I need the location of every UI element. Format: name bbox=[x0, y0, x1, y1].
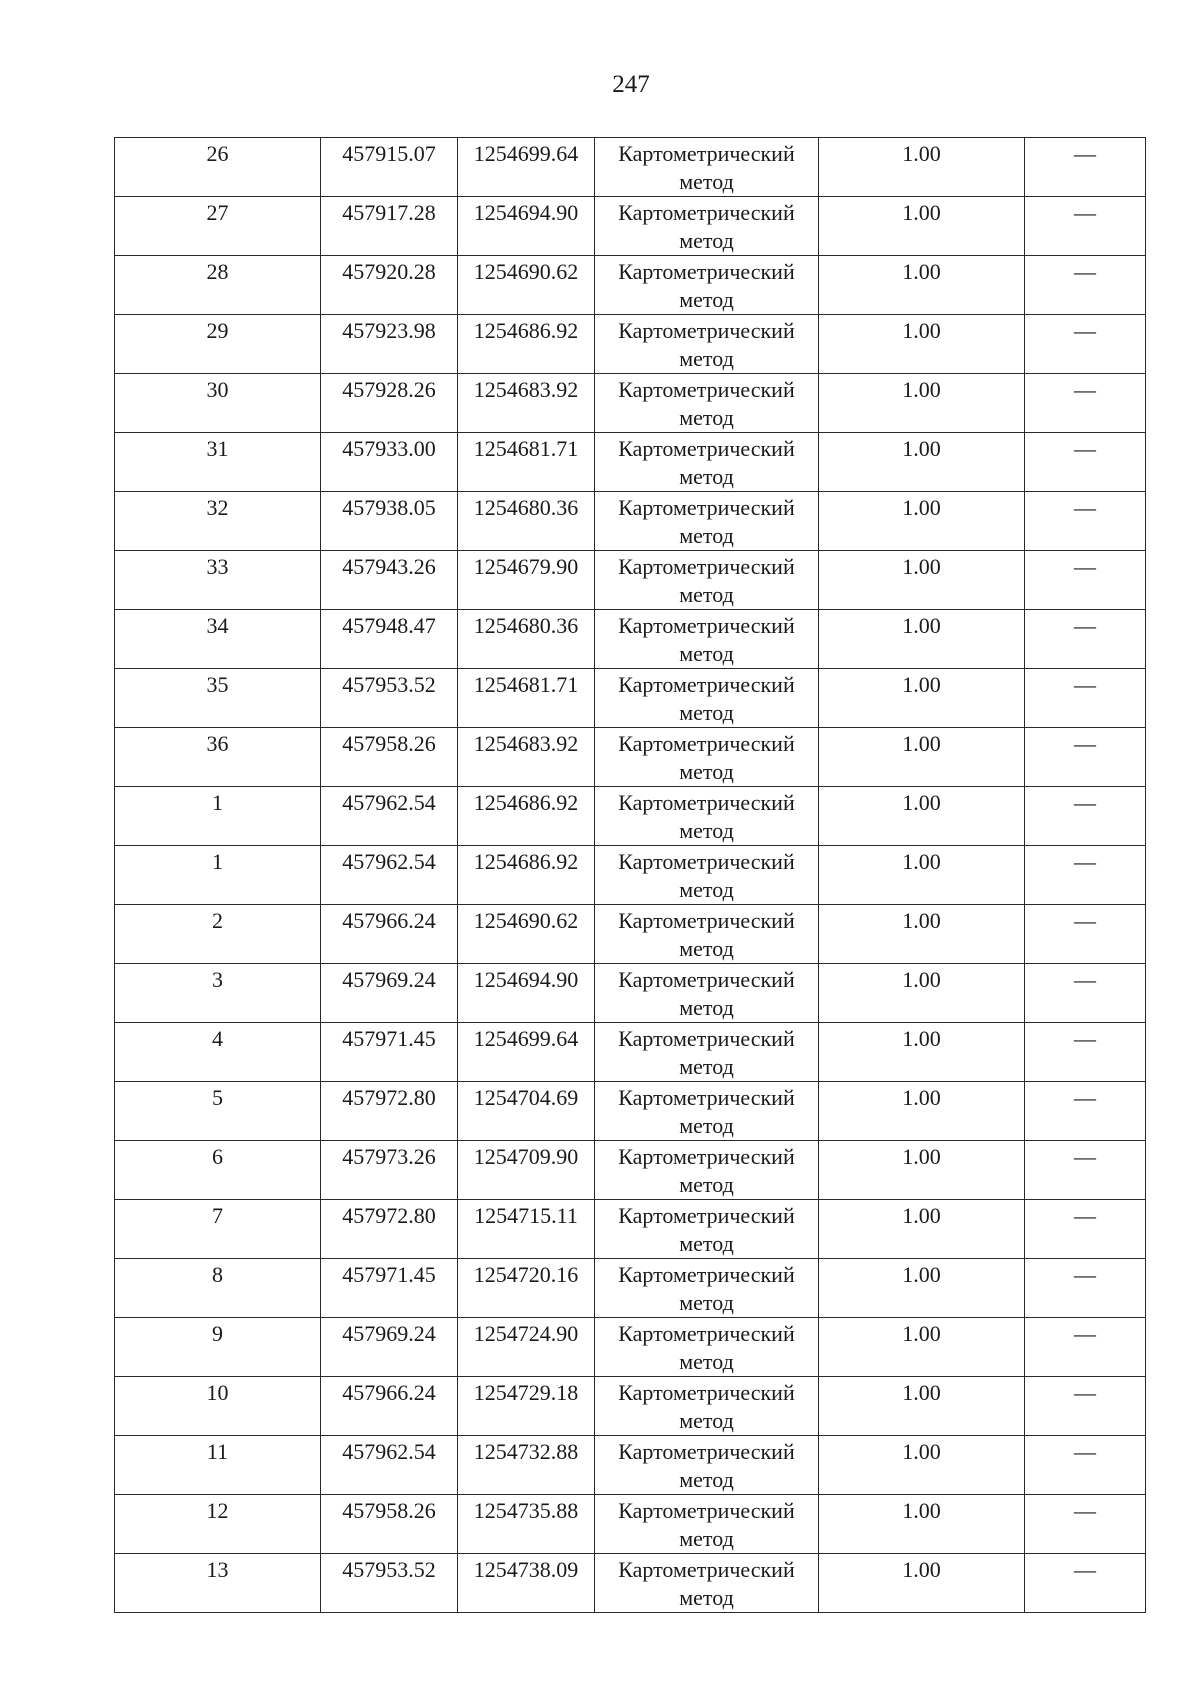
accuracy-cell: 1.00 bbox=[819, 1023, 1025, 1082]
accuracy-cell: 1.00 bbox=[819, 1200, 1025, 1259]
accuracy-cell: 1.00 bbox=[819, 610, 1025, 669]
method-cell: Картометрический метод bbox=[595, 315, 819, 374]
point-number-cell: 34 bbox=[115, 610, 321, 669]
y-coordinate-cell: 1254686.92 bbox=[458, 315, 595, 374]
y-coordinate-cell: 1254729.18 bbox=[458, 1377, 595, 1436]
point-number-cell: 13 bbox=[115, 1554, 321, 1613]
method-cell: Картометрический метод bbox=[595, 1082, 819, 1141]
method-cell: Картометрический метод bbox=[595, 787, 819, 846]
description-cell: — bbox=[1025, 1023, 1146, 1082]
point-number-cell: 10 bbox=[115, 1377, 321, 1436]
accuracy-cell: 1.00 bbox=[819, 433, 1025, 492]
table-row bbox=[115, 728, 1146, 787]
y-coordinate-cell: 1254704.69 bbox=[458, 1082, 595, 1141]
y-coordinate-cell: 1254680.36 bbox=[458, 492, 595, 551]
accuracy-cell: 1.00 bbox=[819, 374, 1025, 433]
y-coordinate-cell: 1254686.92 bbox=[458, 846, 595, 905]
x-coordinate-cell: 457971.45 bbox=[321, 1259, 458, 1318]
accuracy-cell: 1.00 bbox=[819, 905, 1025, 964]
point-number-cell: 26 bbox=[115, 138, 321, 197]
x-coordinate-cell: 457953.52 bbox=[321, 669, 458, 728]
y-coordinate-cell: 1254683.92 bbox=[458, 374, 595, 433]
table-row bbox=[115, 138, 1146, 197]
method-cell: Картометрический метод bbox=[595, 1377, 819, 1436]
accuracy-cell: 1.00 bbox=[819, 1436, 1025, 1495]
method-cell: Картометрический метод bbox=[595, 1318, 819, 1377]
description-cell: — bbox=[1025, 1377, 1146, 1436]
table-row bbox=[115, 1554, 1146, 1613]
method-cell: Картометрический метод bbox=[595, 492, 819, 551]
description-cell: — bbox=[1025, 492, 1146, 551]
table-row bbox=[115, 964, 1146, 1023]
table-row bbox=[115, 1200, 1146, 1259]
accuracy-cell: 1.00 bbox=[819, 1259, 1025, 1318]
method-cell: Картометрический метод bbox=[595, 610, 819, 669]
x-coordinate-cell: 457958.26 bbox=[321, 1495, 458, 1554]
table-row bbox=[115, 1436, 1146, 1495]
point-number-cell: 7 bbox=[115, 1200, 321, 1259]
x-coordinate-cell: 457938.05 bbox=[321, 492, 458, 551]
table-row bbox=[115, 197, 1146, 256]
accuracy-cell: 1.00 bbox=[819, 787, 1025, 846]
description-cell: — bbox=[1025, 1318, 1146, 1377]
method-cell: Картометрический метод bbox=[595, 433, 819, 492]
x-coordinate-cell: 457953.52 bbox=[321, 1554, 458, 1613]
y-coordinate-cell: 1254735.88 bbox=[458, 1495, 595, 1554]
x-coordinate-cell: 457971.45 bbox=[321, 1023, 458, 1082]
method-cell: Картометрический метод bbox=[595, 669, 819, 728]
table-row bbox=[115, 1495, 1146, 1554]
x-coordinate-cell: 457958.26 bbox=[321, 728, 458, 787]
x-coordinate-cell: 457943.26 bbox=[321, 551, 458, 610]
table-row bbox=[115, 1259, 1146, 1318]
method-cell: Картометрический метод bbox=[595, 197, 819, 256]
method-cell: Картометрический метод bbox=[595, 551, 819, 610]
method-cell: Картометрический метод bbox=[595, 728, 819, 787]
x-coordinate-cell: 457923.98 bbox=[321, 315, 458, 374]
point-number-cell: 11 bbox=[115, 1436, 321, 1495]
point-number-cell: 31 bbox=[115, 433, 321, 492]
description-cell: — bbox=[1025, 610, 1146, 669]
page-number: 247 bbox=[612, 71, 650, 98]
description-cell: — bbox=[1025, 787, 1146, 846]
y-coordinate-cell: 1254724.90 bbox=[458, 1318, 595, 1377]
y-coordinate-cell: 1254699.64 bbox=[458, 138, 595, 197]
point-number-cell: 1 bbox=[115, 846, 321, 905]
description-cell: — bbox=[1025, 197, 1146, 256]
point-number-cell: 6 bbox=[115, 1141, 321, 1200]
method-cell: Картометрический метод bbox=[595, 1259, 819, 1318]
description-cell: — bbox=[1025, 846, 1146, 905]
table-row bbox=[115, 905, 1146, 964]
x-coordinate-cell: 457917.28 bbox=[321, 197, 458, 256]
y-coordinate-cell: 1254709.90 bbox=[458, 1141, 595, 1200]
table-row bbox=[115, 787, 1146, 846]
accuracy-cell: 1.00 bbox=[819, 551, 1025, 610]
point-number-cell: 5 bbox=[115, 1082, 321, 1141]
point-number-cell: 36 bbox=[115, 728, 321, 787]
method-cell: Картометрический метод bbox=[595, 905, 819, 964]
accuracy-cell: 1.00 bbox=[819, 138, 1025, 197]
table-row bbox=[115, 315, 1146, 374]
point-number-cell: 27 bbox=[115, 197, 321, 256]
description-cell: — bbox=[1025, 1200, 1146, 1259]
table-row bbox=[115, 1023, 1146, 1082]
x-coordinate-cell: 457966.24 bbox=[321, 1377, 458, 1436]
x-coordinate-cell: 457920.28 bbox=[321, 256, 458, 315]
table-row bbox=[115, 1318, 1146, 1377]
x-coordinate-cell: 457969.24 bbox=[321, 964, 458, 1023]
point-number-cell: 29 bbox=[115, 315, 321, 374]
x-coordinate-cell: 457972.80 bbox=[321, 1082, 458, 1141]
table-row bbox=[115, 433, 1146, 492]
y-coordinate-cell: 1254699.64 bbox=[458, 1023, 595, 1082]
accuracy-cell: 1.00 bbox=[819, 1082, 1025, 1141]
table-row bbox=[115, 846, 1146, 905]
description-cell: — bbox=[1025, 1554, 1146, 1613]
y-coordinate-cell: 1254715.11 bbox=[458, 1200, 595, 1259]
point-number-cell: 28 bbox=[115, 256, 321, 315]
description-cell: — bbox=[1025, 1495, 1146, 1554]
y-coordinate-cell: 1254679.90 bbox=[458, 551, 595, 610]
x-coordinate-cell: 457928.26 bbox=[321, 374, 458, 433]
accuracy-cell: 1.00 bbox=[819, 728, 1025, 787]
description-cell: — bbox=[1025, 256, 1146, 315]
method-cell: Картометрический метод bbox=[595, 1554, 819, 1613]
accuracy-cell: 1.00 bbox=[819, 492, 1025, 551]
table-row bbox=[115, 256, 1146, 315]
y-coordinate-cell: 1254680.36 bbox=[458, 610, 595, 669]
description-cell: — bbox=[1025, 905, 1146, 964]
point-number-cell: 4 bbox=[115, 1023, 321, 1082]
x-coordinate-cell: 457972.80 bbox=[321, 1200, 458, 1259]
method-cell: Картометрический метод bbox=[595, 138, 819, 197]
description-cell: — bbox=[1025, 669, 1146, 728]
point-number-cell: 8 bbox=[115, 1259, 321, 1318]
accuracy-cell: 1.00 bbox=[819, 315, 1025, 374]
x-coordinate-cell: 457966.24 bbox=[321, 905, 458, 964]
description-cell: — bbox=[1025, 1082, 1146, 1141]
point-number-cell: 35 bbox=[115, 669, 321, 728]
description-cell: — bbox=[1025, 728, 1146, 787]
accuracy-cell: 1.00 bbox=[819, 1554, 1025, 1613]
x-coordinate-cell: 457948.47 bbox=[321, 610, 458, 669]
point-number-cell: 12 bbox=[115, 1495, 321, 1554]
table-row bbox=[115, 551, 1146, 610]
method-cell: Картометрический метод bbox=[595, 374, 819, 433]
description-cell: — bbox=[1025, 1436, 1146, 1495]
method-cell: Картометрический метод bbox=[595, 256, 819, 315]
table-row bbox=[115, 669, 1146, 728]
table-row bbox=[115, 492, 1146, 551]
y-coordinate-cell: 1254681.71 bbox=[458, 433, 595, 492]
description-cell: — bbox=[1025, 1259, 1146, 1318]
table-row bbox=[115, 374, 1146, 433]
y-coordinate-cell: 1254738.09 bbox=[458, 1554, 595, 1613]
description-cell: — bbox=[1025, 138, 1146, 197]
method-cell: Картометрический метод bbox=[595, 1023, 819, 1082]
description-cell: — bbox=[1025, 964, 1146, 1023]
y-coordinate-cell: 1254694.90 bbox=[458, 197, 595, 256]
accuracy-cell: 1.00 bbox=[819, 197, 1025, 256]
description-cell: — bbox=[1025, 315, 1146, 374]
table-row bbox=[115, 1082, 1146, 1141]
method-cell: Картометрический метод bbox=[595, 846, 819, 905]
accuracy-cell: 1.00 bbox=[819, 1318, 1025, 1377]
accuracy-cell: 1.00 bbox=[819, 1495, 1025, 1554]
x-coordinate-cell: 457915.07 bbox=[321, 138, 458, 197]
accuracy-cell: 1.00 bbox=[819, 964, 1025, 1023]
y-coordinate-cell: 1254681.71 bbox=[458, 669, 595, 728]
accuracy-cell: 1.00 bbox=[819, 669, 1025, 728]
y-coordinate-cell: 1254732.88 bbox=[458, 1436, 595, 1495]
method-cell: Картометрический метод bbox=[595, 1436, 819, 1495]
y-coordinate-cell: 1254690.62 bbox=[458, 256, 595, 315]
coordinates-table bbox=[114, 137, 1146, 1613]
x-coordinate-cell: 457962.54 bbox=[321, 1436, 458, 1495]
y-coordinate-cell: 1254720.16 bbox=[458, 1259, 595, 1318]
point-number-cell: 30 bbox=[115, 374, 321, 433]
accuracy-cell: 1.00 bbox=[819, 1141, 1025, 1200]
point-number-cell: 1 bbox=[115, 787, 321, 846]
x-coordinate-cell: 457973.26 bbox=[321, 1141, 458, 1200]
method-cell: Картометрический метод bbox=[595, 1200, 819, 1259]
x-coordinate-cell: 457933.00 bbox=[321, 433, 458, 492]
point-number-cell: 3 bbox=[115, 964, 321, 1023]
method-cell: Картометрический метод bbox=[595, 1141, 819, 1200]
accuracy-cell: 1.00 bbox=[819, 846, 1025, 905]
coordinates-table-body bbox=[115, 138, 1146, 1613]
table-row bbox=[115, 1377, 1146, 1436]
y-coordinate-cell: 1254690.62 bbox=[458, 905, 595, 964]
point-number-cell: 33 bbox=[115, 551, 321, 610]
description-cell: — bbox=[1025, 433, 1146, 492]
method-cell: Картометрический метод bbox=[595, 964, 819, 1023]
point-number-cell: 9 bbox=[115, 1318, 321, 1377]
accuracy-cell: 1.00 bbox=[819, 256, 1025, 315]
x-coordinate-cell: 457962.54 bbox=[321, 846, 458, 905]
y-coordinate-cell: 1254683.92 bbox=[458, 728, 595, 787]
point-number-cell: 32 bbox=[115, 492, 321, 551]
method-cell: Картометрический метод bbox=[595, 1495, 819, 1554]
description-cell: — bbox=[1025, 1141, 1146, 1200]
y-coordinate-cell: 1254686.92 bbox=[458, 787, 595, 846]
x-coordinate-cell: 457962.54 bbox=[321, 787, 458, 846]
description-cell: — bbox=[1025, 374, 1146, 433]
table-row bbox=[115, 1141, 1146, 1200]
y-coordinate-cell: 1254694.90 bbox=[458, 964, 595, 1023]
point-number-cell: 2 bbox=[115, 905, 321, 964]
x-coordinate-cell: 457969.24 bbox=[321, 1318, 458, 1377]
description-cell: — bbox=[1025, 551, 1146, 610]
accuracy-cell: 1.00 bbox=[819, 1377, 1025, 1436]
table-row bbox=[115, 610, 1146, 669]
